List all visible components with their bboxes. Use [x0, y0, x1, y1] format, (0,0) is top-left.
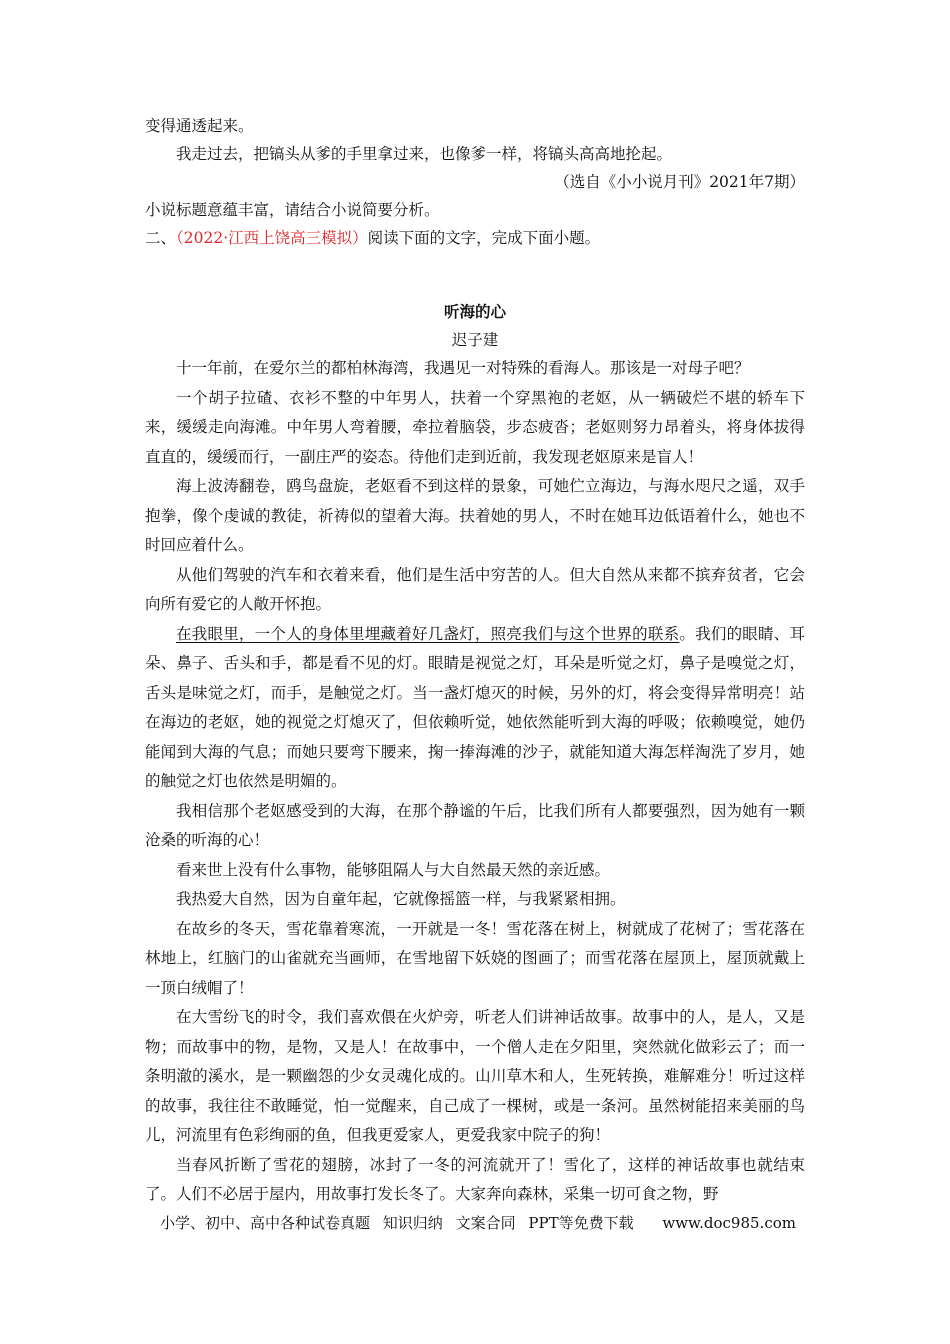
question-text: 小说标题意蕴丰富，请结合小说简要分析。: [145, 201, 440, 219]
section-number: 二、: [145, 229, 177, 247]
paragraph: 一个胡子拉碴、衣衫不整的中年男人，扶着一个穿黑袍的老妪，从一辆破烂不堪的轿车下来，缓缓走向海滩。中年男人弯着腰，牵拉着脑袋，步态疲沓；老妪则努力昂着头，将身体拔得直直的，缓缓而行，一副庄严的姿态。待他们走到近前，我发现老妪原来是盲人！: [145, 388, 805, 466]
paragraph: 在故乡的冬天，雪花靠着寒流，一开就是一冬！雪花落在树上，树就成了花树了；雪花落在林地上，红脑门的山雀就充当画师，在雪地留下妖娆的图画了；而雪花落在屋顶上，屋顶就戴上一顶白绒帽了！: [145, 919, 805, 997]
paragraph: 当春风折断了雪花的翅膀，冰封了一冬的河流就开了！雪化了，这样的神话故事也就结束了。人们不必居于屋内，用故事打发长冬了。大家奔向森林，采集一切可食之物，野: [145, 1155, 805, 1203]
footer-text: PPT等免费下载: [528, 1214, 634, 1232]
paragraph: 我相信那个老妪感受到的大海，在那个静谧的午后，比我们所有人都要强烈，因为她有一颗沧桑的听海的心！: [145, 801, 805, 849]
source-citation: （选自《小小说月刊》2021年7期）: [554, 173, 805, 191]
text-line: 我走过去，把镐头从爹的手里拿过来，也像爹一样，将镐头高高地抡起。: [176, 145, 673, 163]
paragraph: 我热爱大自然，因为自童年起，它就像摇篮一样，与我紧紧相拥。: [176, 890, 626, 908]
article-title: 听海的心: [443, 302, 506, 321]
section-instruction: 阅读下面的文字，完成下面小题。: [367, 229, 601, 247]
footer-url: www.doc985.com: [662, 1214, 796, 1232]
paragraph-rest: 。我们的眼睛、耳朵、鼻子、舌头和手，都是看不见的灯。眼睛是视觉之灯，耳朵是听觉之灯，鼻子是嗅觉之灯，舌头是味觉之灯，而手，是触觉之灯。当一盏灯熄灭的时候，另外的灯，将会变得异常明亮！站在海边的老妪，她的视觉之灯熄灭了，但依赖听觉，她依然能听到大海的呼吸；依赖嗅觉，她仍能闻到大海的气息；而她只要弯下腰来，掬一捧海滩的沙子，就能知道大海怎样淘洗了岁月，她的触觉之灯也依然是明媚的。: [145, 624, 805, 790]
section-source-tag: （2022·江西上饶高三模拟）: [176, 229, 368, 247]
footer-text: 小学、初中、高中各种试卷真题: [160, 1214, 371, 1232]
paragraph: 海上波涛翻卷，鸥鸟盘旋，老妪看不到这样的景象，可她伫立海边，与海水咫尺之遥，双手抱拳，像个虔诚的教徒，祈祷似的望着大海。扶着她的男人，不时在她耳边低语着什么，她也不时回应着什么。: [145, 477, 805, 554]
paragraph: 看来世上没有什么事物，能够阻隔人与大自然最天然的亲近感。: [176, 860, 611, 879]
paragraph: [145, 620, 805, 797]
article-author: 迟子建: [451, 331, 499, 349]
paragraph: 从他们驾驶的汽车和衣着来看，他们是生活中穷苦的人。但大自然从来都不摈弃贫者，它会向所有爱它的人敞开怀抱。: [145, 565, 805, 613]
section-heading: [145, 224, 805, 252]
page-footer: [160, 1212, 800, 1233]
document-page: [145, 112, 805, 1210]
paragraph: 十一年前，在爱尔兰的都柏林海湾，我遇见一对特殊的看海人。那该是一对母子吧？: [176, 359, 750, 377]
footer-text: 知识归纳: [382, 1214, 443, 1232]
paragraph: 在大雪纷飞的时令，我们喜欢偎在火炉旁，听老人们讲神话故事。故事中的人，是人，又是物；而故事中的物，是物，又是人！在故事中，一个僧人走在夕阳里，突然就化做彩云了；而一条明澈的溪水，是一颗幽怨的少女灵魂化成的。山川草木和人，生死转换，难解难分！听过这样的故事，我往往不敢睡觉，怕一觉醒来，自己成了一棵树，或是一条河。虽然树能招来美丽的鸟儿，河流里有色彩绚丽的鱼，但我更爱家人，更爱我家中院子的狗！: [145, 1008, 805, 1144]
footer-text: 文案合同: [455, 1214, 516, 1232]
text-line: 变得通透起来。: [145, 117, 254, 135]
underlined-sentence: 在我眼里，一个人的身体里埋藏着好几盏灯，照亮我们与这个世界的联系: [176, 624, 680, 643]
